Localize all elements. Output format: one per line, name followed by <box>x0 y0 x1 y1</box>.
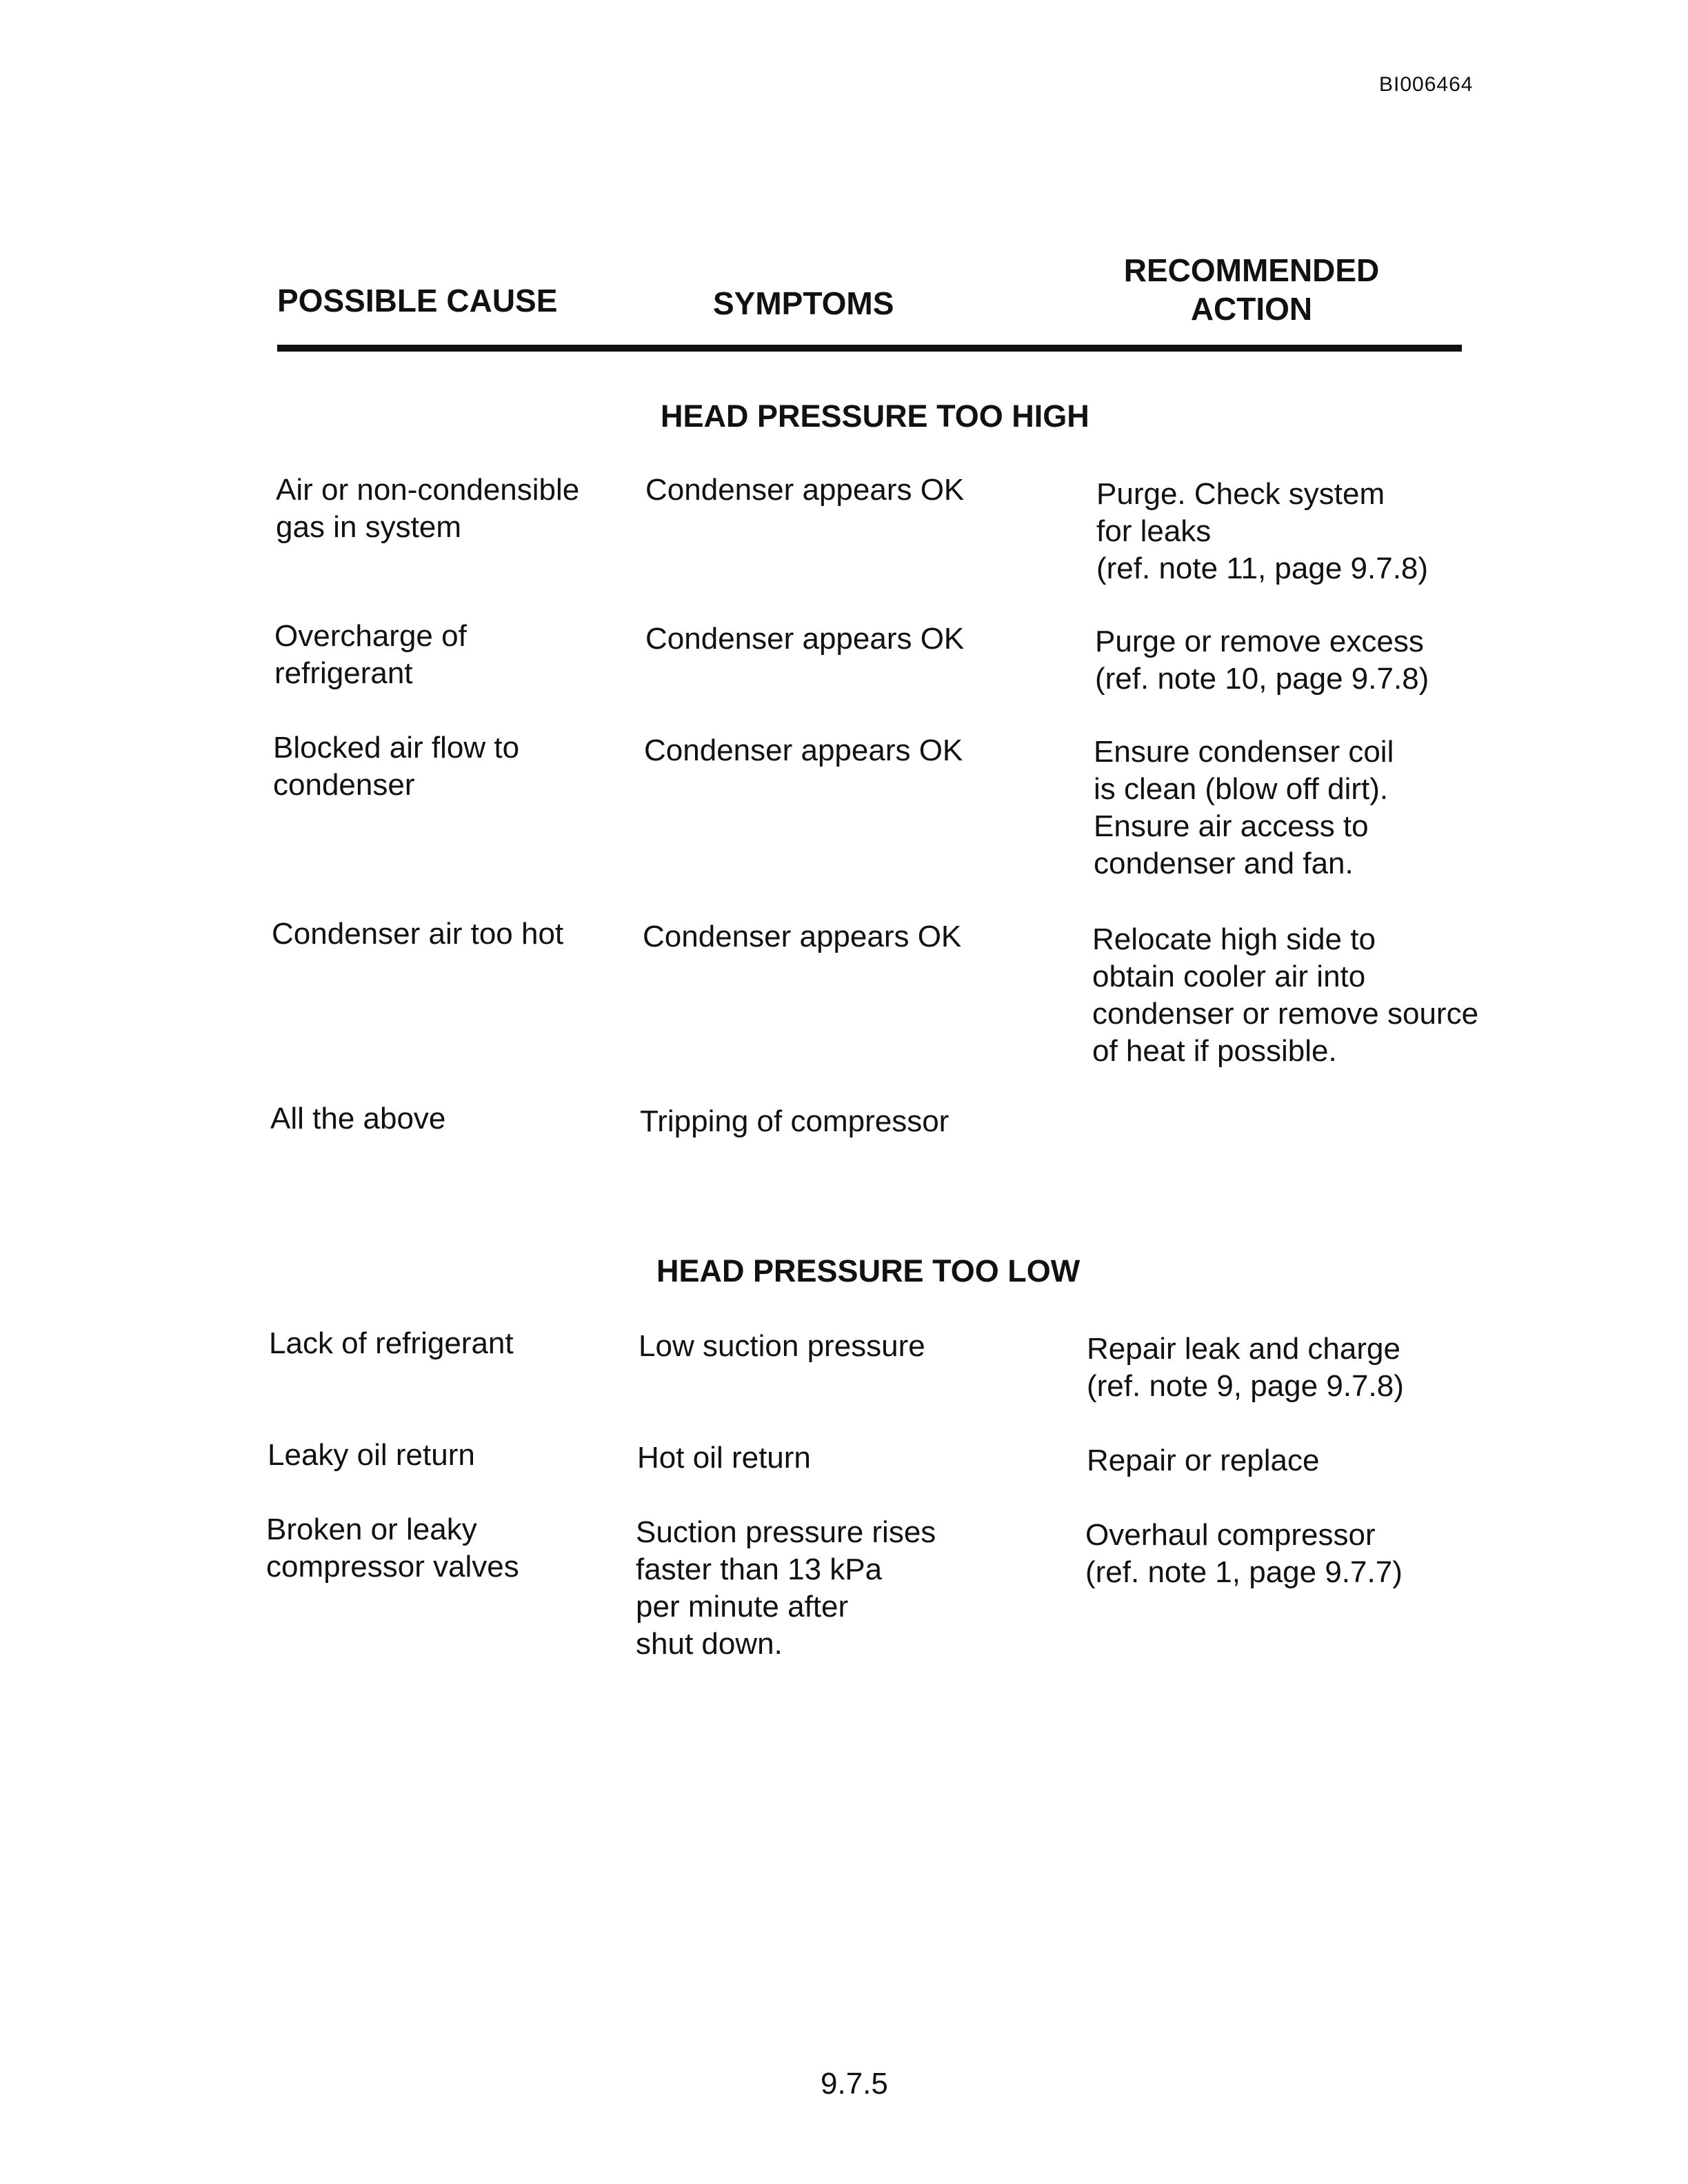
column-header-possible-cause: POSSIBLE CAUSE <box>277 283 558 318</box>
section-title-head-pressure-low: HEAD PRESSURE TOO LOW <box>656 1253 1081 1288</box>
cause-cell: Condenser air too hot <box>272 917 564 951</box>
column-header-recommended-action: RECOMMENDED ACTION <box>1123 252 1380 327</box>
section-title-head-pressure-high: HEAD PRESSURE TOO HIGH <box>661 398 1089 434</box>
action-cell: Relocate high side to obtain cooler air into condenser or remove source of heat if possible. <box>1092 922 1479 1068</box>
symptom-cell: Condenser appears OK <box>644 734 963 767</box>
symptom-cell: Condenser appears OK <box>645 473 965 507</box>
cause-cell: Blocked air flow to condenser <box>273 731 520 802</box>
cause-cell: Lack of refrigerant <box>269 1326 514 1360</box>
document-id: BI006464 <box>1379 73 1474 96</box>
action-cell: Purge or remove excess (ref. note 10, page 9.7.8) <box>1095 625 1429 696</box>
symptom-cell: Low suction pressure <box>639 1329 925 1363</box>
symptom-cell: Condenser appears OK <box>645 622 965 656</box>
symptom-cell: Tripping of compressor <box>640 1104 950 1138</box>
action-cell: Ensure condenser coil is clean (blow off dirt). Ensure air access to condenser and fan. <box>1094 735 1394 880</box>
cause-cell: Leaky oil return <box>268 1438 475 1472</box>
page-number: 9.7.5 <box>821 2067 888 2101</box>
symptom-cell: Suction pressure rises faster than 13 kPa per minute after shut down. <box>636 1515 936 1661</box>
cause-cell: Broken or leaky compressor valves <box>266 1513 519 1584</box>
cause-cell: Overcharge of refrigerant <box>274 619 467 690</box>
action-cell: Overhaul compressor (ref. note 1, page 9.7.7) <box>1085 1518 1403 1589</box>
symptom-cell: Condenser appears OK <box>643 920 962 953</box>
action-cell: Purge. Check system for leaks (ref. note 11, page 9.7.8) <box>1096 477 1429 585</box>
cause-cell: Air or non-condensible gas in system <box>276 473 580 544</box>
action-cell: Repair leak and charge (ref. note 9, page 9.7.8) <box>1087 1332 1404 1403</box>
header-rule <box>277 345 1462 352</box>
column-header-symptoms: SYMPTOMS <box>713 285 894 321</box>
symptom-cell: Hot oil return <box>637 1441 811 1475</box>
action-cell: Repair or replace <box>1087 1444 1320 1477</box>
cause-cell: All the above <box>270 1102 446 1135</box>
